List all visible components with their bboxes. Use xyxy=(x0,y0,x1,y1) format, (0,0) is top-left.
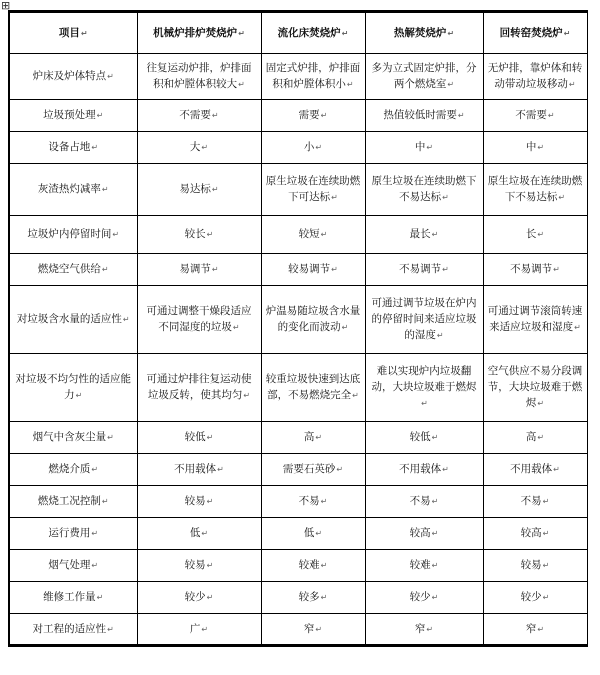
row-label-cell: 设备占地↵ xyxy=(9,132,137,164)
table-cell: 较高↵ xyxy=(365,518,483,550)
table-cell: 较多↵ xyxy=(261,582,365,614)
table-cell: 低↵ xyxy=(261,518,365,550)
table-cell: 不易调节↵ xyxy=(365,254,483,286)
table-row xyxy=(9,216,587,254)
paragraph-mark: ↵ xyxy=(442,265,449,274)
paragraph-mark: ↵ xyxy=(201,529,209,538)
paragraph-mark: ↵ xyxy=(442,193,449,202)
paragraph-mark: ↵ xyxy=(442,465,449,474)
table-row xyxy=(9,518,587,550)
paragraph-mark: ↵ xyxy=(553,265,560,274)
paragraph-mark: ↵ xyxy=(211,185,219,194)
table-cell: 较低↵ xyxy=(365,422,483,454)
paragraph-mark: ↵ xyxy=(346,80,354,89)
table-cell: 可通过炉排往复运动使垃圾反转，使其均匀↵ xyxy=(137,354,261,422)
table-cell: 原生垃圾在连续助燃下不易达标↵ xyxy=(483,164,587,216)
paragraph-mark: ↵ xyxy=(122,315,130,324)
table-cell: 可通过调节滚筒转速来适应垃圾和湿度↵ xyxy=(483,286,587,354)
paragraph-mark: ↵ xyxy=(91,143,99,152)
paragraph-mark: ↵ xyxy=(206,230,214,239)
row-label-cell: 对工程的适应性↵ xyxy=(9,614,137,646)
table-cell: 长↵ xyxy=(483,216,587,254)
paragraph-mark: ↵ xyxy=(457,111,465,120)
row-label-cell: 炉床及炉体特点↵ xyxy=(9,54,137,100)
table-cell: 广↵ xyxy=(137,614,261,646)
table-cell: 中↵ xyxy=(483,132,587,164)
paragraph-mark: ↵ xyxy=(201,143,209,152)
paragraph-mark: ↵ xyxy=(107,624,114,634)
table-cell: 不易↵ xyxy=(365,486,483,518)
table-cell: 固定式炉排，炉排面积和炉膛体积小↵ xyxy=(261,54,365,100)
table-cell: 需要↵ xyxy=(261,100,365,132)
row-label-cell: 对垃圾不均匀性的适应能力↵ xyxy=(9,354,137,422)
table-cell: 较易↵ xyxy=(483,550,587,582)
paragraph-mark: ↵ xyxy=(320,561,328,570)
paragraph-mark: ↵ xyxy=(558,193,566,202)
paragraph-mark: ↵ xyxy=(447,80,455,89)
table-row xyxy=(9,614,587,646)
paragraph-mark: ↵ xyxy=(91,465,99,474)
table-cell: 不需要↵ xyxy=(483,100,587,132)
paragraph-mark: ↵ xyxy=(537,230,545,239)
paragraph-mark: ↵ xyxy=(232,323,240,332)
paragraph-mark: ↵ xyxy=(537,399,545,408)
row-label-cell: 维修工作量↵ xyxy=(9,582,137,614)
table-cell: 可通过调节垃圾在炉内的停留时间来适应垃圾的湿度↵ xyxy=(365,286,483,354)
table-cell: 空气供应不易分段调节，大块垃圾难于燃烬↵ xyxy=(483,354,587,422)
table-cell: 小↵ xyxy=(261,132,365,164)
table-cell: 低↵ xyxy=(137,518,261,550)
table-cell: 多为立式固定炉排，分两个燃烧室↵ xyxy=(365,54,483,100)
table-cell: 不需要↵ xyxy=(137,100,261,132)
row-label-cell: 烟气中含灰尘量↵ xyxy=(9,422,137,454)
table-cell: 较易调节↵ xyxy=(261,254,365,286)
table-cell: 高↵ xyxy=(483,422,587,454)
paragraph-mark: ↵ xyxy=(542,593,550,602)
paragraph-mark: ↵ xyxy=(201,624,209,634)
table-cell: 较难↵ xyxy=(261,550,365,582)
table-cell: 不用载体↵ xyxy=(137,454,261,486)
paragraph-mark: ↵ xyxy=(426,143,434,152)
paragraph-mark: ↵ xyxy=(542,529,550,538)
paragraph-mark: ↵ xyxy=(331,265,338,274)
table-cell: 高↵ xyxy=(261,422,365,454)
paragraph-mark: ↵ xyxy=(96,593,104,602)
table-cell: 不易↵ xyxy=(483,486,587,518)
table-cell: 无炉排，靠炉体和转动带动垃圾移动↵ xyxy=(483,54,587,100)
paragraph-mark: ↵ xyxy=(320,111,328,120)
table-row xyxy=(9,54,587,100)
table-cell: 窄↵ xyxy=(365,614,483,646)
paragraph-mark: ↵ xyxy=(217,465,224,474)
table-row xyxy=(9,550,587,582)
table-row xyxy=(9,454,587,486)
header-cell: 项目↵ xyxy=(9,12,137,54)
table-cell: 不用载体↵ xyxy=(365,454,483,486)
paragraph-mark: ↵ xyxy=(431,529,439,538)
table-anchor-icon[interactable]: ⊞ xyxy=(1,0,11,12)
table-cell: 不易调节↵ xyxy=(483,254,587,286)
table-cell: 较易↵ xyxy=(137,550,261,582)
paragraph-mark: ↵ xyxy=(206,593,214,602)
paragraph-mark: ↵ xyxy=(553,465,560,474)
paragraph-mark: ↵ xyxy=(206,561,214,570)
table-row xyxy=(9,100,587,132)
paragraph-mark: ↵ xyxy=(96,111,104,120)
paragraph-mark: ↵ xyxy=(431,433,439,442)
row-label-cell: 燃烧介质↵ xyxy=(9,454,137,486)
paragraph-mark: ↵ xyxy=(537,433,545,442)
table-cell: 不用载体↵ xyxy=(483,454,587,486)
table-cell: 窄↵ xyxy=(261,614,365,646)
table-cell: 较少↵ xyxy=(137,582,261,614)
row-label-cell: 烟气处理↵ xyxy=(9,550,137,582)
row-label-cell: 运行费用↵ xyxy=(9,518,137,550)
paragraph-mark: ↵ xyxy=(101,497,109,506)
paragraph-mark: ↵ xyxy=(101,265,109,274)
paragraph-mark: ↵ xyxy=(431,561,439,570)
table-cell: 炉温易随垃圾含水量的变化而波动↵ xyxy=(261,286,365,354)
table-cell: 难以实现炉内垃圾翻动，大块垃圾难于燃烬↵ xyxy=(365,354,483,422)
paragraph-mark: ↵ xyxy=(315,529,323,538)
row-label-cell: 灰渣热灼减率↵ xyxy=(9,164,137,216)
table-row xyxy=(9,486,587,518)
table-row xyxy=(9,254,587,286)
paragraph-mark: ↵ xyxy=(206,497,214,506)
paragraph-mark: ↵ xyxy=(421,399,428,408)
paragraph-mark: ↵ xyxy=(91,529,99,538)
paragraph-mark: ↵ xyxy=(542,497,550,506)
header-cell: 热解焚烧炉↵ xyxy=(365,12,483,54)
paragraph-mark: ↵ xyxy=(320,497,328,506)
paragraph-mark: ↵ xyxy=(542,561,550,570)
table-cell: 较少↵ xyxy=(483,582,587,614)
table-row xyxy=(9,164,587,216)
table-row xyxy=(9,422,587,454)
table-cell: 需要石英砂↵ xyxy=(261,454,365,486)
header-cell: 流化床焚烧炉↵ xyxy=(261,12,365,54)
table-row xyxy=(9,354,587,422)
paragraph-mark: ↵ xyxy=(315,433,323,442)
paragraph-mark: ↵ xyxy=(320,230,328,239)
table-cell: 较短↵ xyxy=(261,216,365,254)
paragraph-mark: ↵ xyxy=(574,323,581,332)
paragraph-mark: ↵ xyxy=(211,111,219,120)
table-cell: 最长↵ xyxy=(365,216,483,254)
paragraph-mark: ↵ xyxy=(431,593,439,602)
table-cell: 原生垃圾在连续助燃下不易达标↵ xyxy=(365,164,483,216)
header-cell: 机械炉排炉焚烧炉↵ xyxy=(137,12,261,54)
table-cell: 较低↵ xyxy=(137,422,261,454)
table-row xyxy=(9,582,587,614)
paragraph-mark: ↵ xyxy=(315,624,323,634)
table-row xyxy=(9,286,587,354)
table-cell: 热值较低时需要↵ xyxy=(365,100,483,132)
table-cell: 较少↵ xyxy=(365,582,483,614)
paragraph-mark: ↵ xyxy=(75,391,83,400)
paragraph-mark: ↵ xyxy=(206,433,214,442)
table-row xyxy=(9,132,587,164)
paragraph-mark: ↵ xyxy=(436,331,444,340)
paragraph-mark: ↵ xyxy=(341,323,349,332)
table-cell: 较高↵ xyxy=(483,518,587,550)
row-label-cell: 燃烧空气供给↵ xyxy=(9,254,137,286)
paragraph-mark: ↵ xyxy=(331,193,338,202)
table-cell: 较难↵ xyxy=(365,550,483,582)
paragraph-mark: ↵ xyxy=(107,72,114,81)
paragraph-mark: ↵ xyxy=(336,465,344,474)
paragraph-mark: ↵ xyxy=(238,80,245,89)
comparison-table xyxy=(8,10,588,647)
table-cell: 原生垃圾在连续助燃下可达标↵ xyxy=(261,164,365,216)
paragraph-mark: ↵ xyxy=(91,561,99,570)
paragraph-mark: ↵ xyxy=(537,143,545,152)
row-label-cell: 垃圾预处理↵ xyxy=(9,100,137,132)
table-cell: 较易↵ xyxy=(137,486,261,518)
row-label-cell: 燃烧工况控制↵ xyxy=(9,486,137,518)
paragraph-mark: ↵ xyxy=(101,185,109,194)
row-label-cell: 对垃圾含水量的适应性↵ xyxy=(9,286,137,354)
table-cell: 大↵ xyxy=(137,132,261,164)
table-cell: 中↵ xyxy=(365,132,483,164)
table-cell: 往复运动炉排，炉排面积和炉膛体积较大↵ xyxy=(137,54,261,100)
paragraph-mark: ↵ xyxy=(431,497,439,506)
row-label-cell: 垃圾炉内停留时间↵ xyxy=(9,216,137,254)
table-cell: 较重垃圾快速到达底部，不易燃烧完全↵ xyxy=(261,354,365,422)
paragraph-mark: ↵ xyxy=(547,111,555,120)
header-cell: 回转窑焚烧炉↵ xyxy=(483,12,587,54)
table-cell: 窄↵ xyxy=(483,614,587,646)
table-cell: 易达标↵ xyxy=(137,164,261,216)
paragraph-mark: ↵ xyxy=(537,624,545,634)
table-cell: 较长↵ xyxy=(137,216,261,254)
table-cell: 易调节↵ xyxy=(137,254,261,286)
paragraph-mark: ↵ xyxy=(315,143,323,152)
paragraph-mark: ↵ xyxy=(568,80,576,89)
paragraph-mark: ↵ xyxy=(107,433,114,442)
table-cell: 不易↵ xyxy=(261,486,365,518)
paragraph-mark: ↵ xyxy=(243,391,251,400)
table-cell: 可通过调整干燥段适应不同湿度的垃圾↵ xyxy=(137,286,261,354)
paragraph-mark: ↵ xyxy=(320,593,328,602)
paragraph-mark: ↵ xyxy=(211,265,219,274)
paragraph-mark: ↵ xyxy=(431,230,439,239)
paragraph-mark: ↵ xyxy=(112,230,120,239)
paragraph-mark: ↵ xyxy=(426,624,434,634)
table-header-row xyxy=(9,12,587,54)
paragraph-mark: ↵ xyxy=(352,391,359,400)
